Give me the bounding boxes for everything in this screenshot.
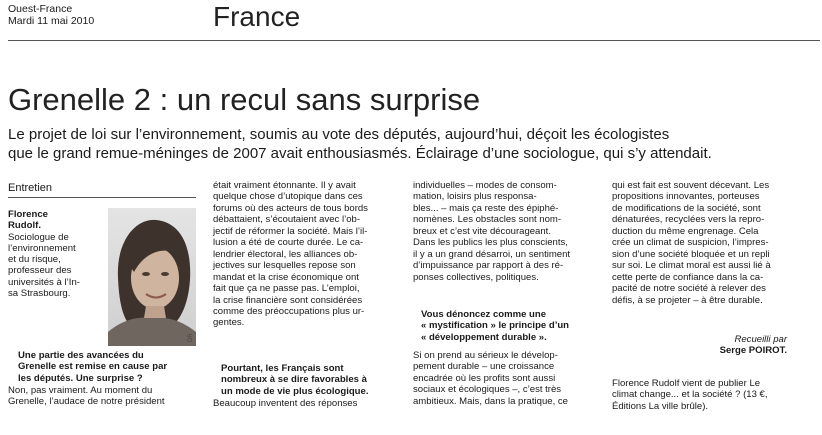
body-line: crée un climat de suspicion, l’impres- <box>612 237 769 249</box>
headline: Grenelle 2 : un recul sans surprise <box>8 82 481 117</box>
body-line: propositions innovantes, porteuses <box>612 191 760 203</box>
header-rule <box>8 40 820 41</box>
body-line: comme des préoccupations plus ur- <box>213 305 365 317</box>
column-1-answer <box>8 385 165 408</box>
bio-line: universités à l’In- <box>8 276 80 288</box>
column-1 <box>18 350 167 384</box>
question-line: Vous dénoncez comme une <box>421 309 547 320</box>
question-line: un mode de vie plus écologique. <box>221 385 369 397</box>
body-line: la crise financière sont considérées <box>213 294 363 306</box>
body-line: ambitieux. Mais, dans la pratique, ce <box>413 395 568 407</box>
body-line: il y a un grand désarroi, un sentiment <box>413 248 571 260</box>
article-tag: Entretien <box>8 182 53 194</box>
body-line: pacité de notre société à relever des <box>612 283 766 295</box>
body-line: sion d’une société bloquée et un repli <box>612 248 770 260</box>
body-line: débattaient, s’écoutaient avec l’ob- <box>213 214 361 226</box>
column-3-answer <box>413 350 568 407</box>
body-line: individuelles – modes de consom- <box>413 180 557 191</box>
question-3 <box>421 309 569 343</box>
bio-line: et du risque, <box>8 254 61 266</box>
body-line: encadrée où les profits sont aussi <box>413 372 556 384</box>
body-line: lendrier électoral, les alliances ob- <box>213 248 358 260</box>
body-line: nomènes. Les obstacles sont nom- <box>413 214 562 226</box>
column-3 <box>413 180 570 283</box>
body-line: ponses collectives, politiques. <box>413 271 539 283</box>
body-line: Beaucoup inventent des réponses <box>213 398 358 409</box>
body-line: Si on prend au sérieux le dévelop- <box>413 350 558 361</box>
question-line: « mystification » le principe d’un <box>421 320 570 332</box>
body-line: de modifications de la société, sont <box>612 202 761 214</box>
newspaper-masthead <box>8 3 94 27</box>
body-line: jectives sur lesquelles repose son <box>213 260 356 272</box>
body-line: défis, à se projeter – à être durable. <box>612 294 763 306</box>
question-line: Grenelle est remise en cause par <box>18 361 168 373</box>
standfirst-line: que le grand remue-méninges de 2007 avait enthousiasmés. Éclairage d’une sociologue, qui s’y attendait. <box>8 144 712 162</box>
column-2-answer <box>213 398 357 409</box>
body-line: mation, loisirs plus responsa- <box>413 191 537 203</box>
bio-line: sa Strasbourg. <box>8 288 71 300</box>
body-line: qui est fait est souvent décevant. Les <box>612 180 770 191</box>
photo-credit: DR <box>188 333 194 342</box>
interviewee-last-name: Rudolf. <box>8 220 42 232</box>
interviewee-photo <box>108 208 196 346</box>
interviewee-first-name: Florence <box>8 209 48 220</box>
standfirst <box>8 126 820 163</box>
footnote-line: Florence Rudolf vient de publier Le <box>612 378 761 389</box>
interview-credit <box>612 334 787 357</box>
body-line: sociaux et écologiques –, c’est très <box>413 384 562 396</box>
standfirst-line: Le projet de loi sur l’environnement, soumis au vote des députés, aujourd’hui, déçoit les écologistes <box>8 126 670 143</box>
credit-label: Recueilli par <box>734 334 787 345</box>
body-line: gentes. <box>213 317 245 329</box>
body-line: pement durable – une croissance <box>413 361 555 373</box>
body-line: Dans les publics les plus conscients, <box>413 237 568 249</box>
question-line: Pourtant, les Français sont <box>221 363 344 374</box>
body-line: fait que ça ne passe pas. L’emploi, <box>213 283 360 295</box>
body-line: d’impuissance par rapport à des ré- <box>413 260 564 272</box>
question-line: nombreux à se dire favorables à <box>221 374 367 386</box>
newspaper-name: Ouest-France <box>8 3 73 15</box>
credit-name: Serge POIROT. <box>719 345 787 357</box>
body-line: forums où des acteurs de tous bords <box>213 202 368 214</box>
body-line: lusion a été de courte durée. Le ca- <box>213 237 364 249</box>
body-line: jectif de réformer la société. Mais l’il- <box>213 225 368 237</box>
body-line: Grenelle, l’audace de notre président <box>8 396 165 408</box>
body-line: quelque chose d’utopique dans ces <box>213 191 363 203</box>
body-line: duction du même engrenage. Cela <box>612 225 759 237</box>
question-2 <box>221 363 368 397</box>
column-2 <box>213 180 368 329</box>
bio-line: l’environnement <box>8 242 76 254</box>
book-footnote <box>612 378 768 412</box>
body-line: cette perte de confiance dans la ca- <box>612 271 764 283</box>
section-title: France <box>213 1 301 32</box>
question-1 <box>18 350 167 384</box>
bio-line: professeur des <box>8 265 72 277</box>
body-line: était vraiment étonnante. Il y avait <box>213 180 356 191</box>
body-line: sur soi. Le climat moral est aussi lié à <box>612 260 771 272</box>
body-line: breux et c’est vite décourageant. <box>413 225 551 237</box>
body-line: Non, pas vraiment. Au moment du <box>8 385 153 396</box>
interviewee-bio <box>8 209 103 299</box>
footnote-line: climat change... et la société ? (13 €, <box>612 389 768 401</box>
tag-rule <box>8 197 196 198</box>
footnote-line: Éditions La ville brûle). <box>612 400 709 412</box>
question-line: Une partie des avancées du <box>18 350 144 361</box>
question-line: les députés. Une surprise ? <box>18 372 143 384</box>
body-line: bles... – mais ça reste des épiphé- <box>413 202 559 214</box>
publication-date: Mardi 11 mai 2010 <box>8 15 95 27</box>
body-line: dénaturées, recyclées vers la repro- <box>612 214 765 226</box>
column-4 <box>612 180 771 306</box>
body-line: mandat et la crise économique ont <box>213 271 359 283</box>
bio-line: Sociologue de <box>8 231 69 243</box>
question-line: « développement durable ». <box>421 331 547 343</box>
